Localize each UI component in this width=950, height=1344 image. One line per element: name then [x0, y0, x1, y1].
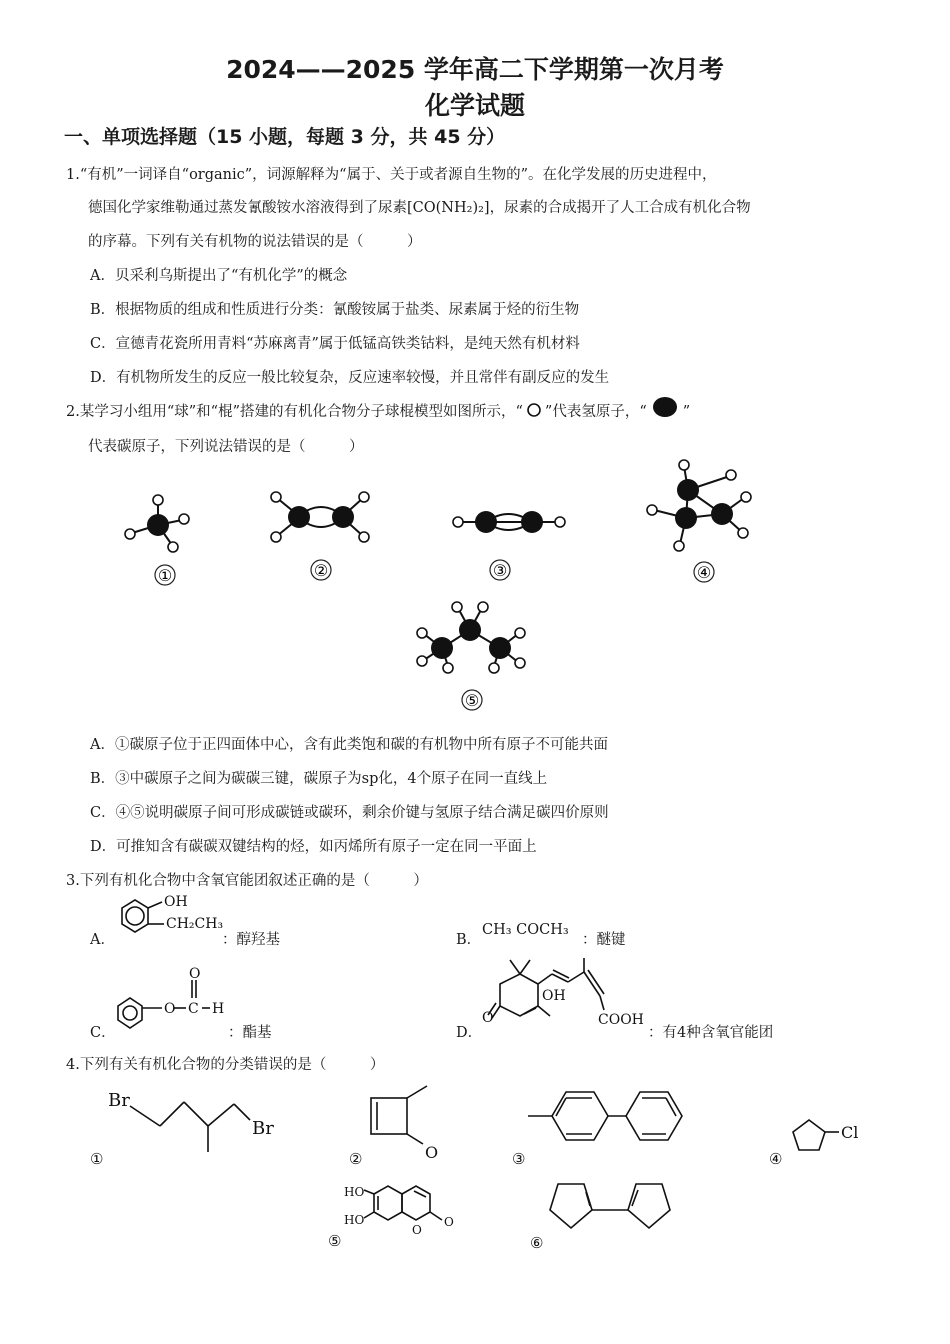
q3-c-o-top: O	[189, 966, 201, 982]
q1-line2: 德国化学家维勒通过蒸发氰酸铵水溶液得到了尿素[CO(NH₂)₂]，尿素的合成揭开了人工合成有机化合物	[88, 200, 751, 216]
q2-option-a: A．①碳原子位于正四面体中心，含有此类饱和碳的有机物中所有原子不可能共面	[90, 737, 608, 753]
q1-option-b: B．根据物质的组成和性质进行分类：氰酸铵属于盐类、尿素属于烃的衍生物	[90, 302, 580, 318]
q3-option-b-letter: B．	[456, 932, 482, 948]
q4-label-4: ④	[769, 1150, 783, 1168]
q2-line1-b: ”代表氢原子，“	[544, 404, 647, 420]
model-2-label: ②	[313, 561, 329, 580]
q4-label-2: ②	[349, 1150, 363, 1168]
q1-option-d: D．有机物所发生的反应一般比较复杂，反应速率较慢，并且常伴有副反应的发生	[90, 370, 610, 386]
q3-d-oh: OH	[542, 988, 566, 1004]
exam-subtitle: 化学试题	[424, 91, 525, 120]
q3-c-o-link: O	[164, 1001, 176, 1017]
q3-option-d-letter: D．	[456, 1025, 483, 1041]
q4-ho-1: HO	[344, 1185, 365, 1199]
q4-structure-2	[345, 1072, 455, 1172]
q1-option-a: A．贝采利乌斯提出了“有机化学”的概念	[90, 268, 348, 284]
q3-c-carbon: C	[188, 1001, 199, 1017]
q2-option-c: C．④⑤说明碳原子间可形成碳链或碳环，剩余价键与氢原子结合满足碳四价原则	[90, 805, 609, 821]
q4-br-2: Br	[252, 1118, 274, 1139]
q2-line1-c: ”	[682, 404, 691, 420]
q4-o-5a: O	[412, 1223, 422, 1237]
q4-structure-1	[88, 1082, 288, 1172]
q3-c-h: H	[212, 1001, 225, 1017]
q1-line3: 的序幕。下列有关有机物的说法错误的是（ ）	[88, 234, 422, 250]
q2-line2: 代表碳原子，下列说法错误的是（ ）	[88, 439, 364, 455]
q3-a-oh: OH	[164, 894, 188, 910]
q3-stem: 3.下列有机化合物中含氧官能团叙述正确的是（ ）	[66, 873, 428, 889]
q2-line1	[66, 400, 690, 423]
q3-option-d-label: ：有4种含氧官能团	[648, 1025, 774, 1041]
q4-ho-2: HO	[344, 1213, 365, 1227]
q3-d-ketone-o: O	[482, 1010, 494, 1026]
section-heading: 一、单项选择题（15 小题，每题 3 分，共 45 分）	[64, 126, 506, 148]
model-3-acetylene	[448, 500, 573, 585]
model-5-label: ⑤	[464, 691, 480, 710]
model-1-label: ①	[157, 566, 173, 585]
q3-option-b-formula: CH₃ COCH₃	[482, 922, 569, 938]
q2-option-d: D．可推知含有碳碳双键结构的烃，如丙烯所有原子一定在同一平面上	[90, 839, 537, 855]
q4-structure-5	[326, 1176, 476, 1254]
q4-label-3: ③	[512, 1150, 526, 1168]
model-4-cyclopropane	[640, 458, 760, 588]
q4-structure-4	[765, 1108, 865, 1168]
q2-line1-a: 2.某学习小组用“球”和“棍”搭建的有机化合物分子球棍模型如图所示，“	[66, 404, 523, 420]
model-4-label: ④	[696, 563, 712, 582]
carbon-ball-icon	[647, 401, 683, 423]
q3-a-ethyl: CH₂CH₃	[166, 916, 224, 932]
q3-option-c-letter: C．	[90, 1025, 116, 1041]
q1-line1: 1.“有机”一词译自“organic”，词源解释为“属于、关于或者源自生物的”。在化学发展的历史进程中，	[66, 167, 717, 183]
q3-a-structure	[112, 890, 232, 945]
q4-label-6: ⑥	[530, 1234, 544, 1252]
exam-title: 2024——2025 学年高二下学期第一次月考	[226, 55, 724, 84]
q3-c-structure	[112, 962, 242, 1032]
q4-o-5b: O	[444, 1215, 454, 1229]
q4-stem: 4.下列有关有机化合物的分类错误的是（ ）	[66, 1057, 385, 1073]
hydrogen-ball-icon	[523, 403, 545, 421]
q3-option-b-label: ：醚键	[582, 932, 626, 948]
q4-structure-6	[528, 1172, 698, 1257]
q3-option-a-label: ：醇羟基	[222, 932, 280, 948]
q3-d-cooh: COOH	[598, 1012, 644, 1028]
model-2-ethylene	[265, 488, 375, 583]
model-5-propane	[412, 600, 532, 715]
q3-d-structure	[480, 952, 655, 1034]
model-1-methane	[120, 490, 200, 585]
model-3-label: ③	[492, 561, 508, 580]
q4-label-5: ⑤	[328, 1232, 342, 1250]
q4-cl: Cl	[841, 1123, 859, 1142]
q3-option-c-label: ：酯基	[228, 1025, 272, 1041]
q4-o-2: O	[425, 1143, 439, 1162]
q4-br-1: Br	[108, 1090, 130, 1111]
q1-option-c: C．宣德青花瓷所用青料“苏麻离青”属于低锰高铁类钴料，是纯天然有机材料	[90, 336, 580, 352]
q3-option-a-letter: A．	[90, 932, 115, 948]
q4-structure-3	[508, 1082, 708, 1172]
q4-label-1: ①	[90, 1150, 104, 1168]
q2-option-b: B．③中碳原子之间为碳碳三键，碳原子为sp化，4个原子在同一直线上	[90, 771, 548, 787]
